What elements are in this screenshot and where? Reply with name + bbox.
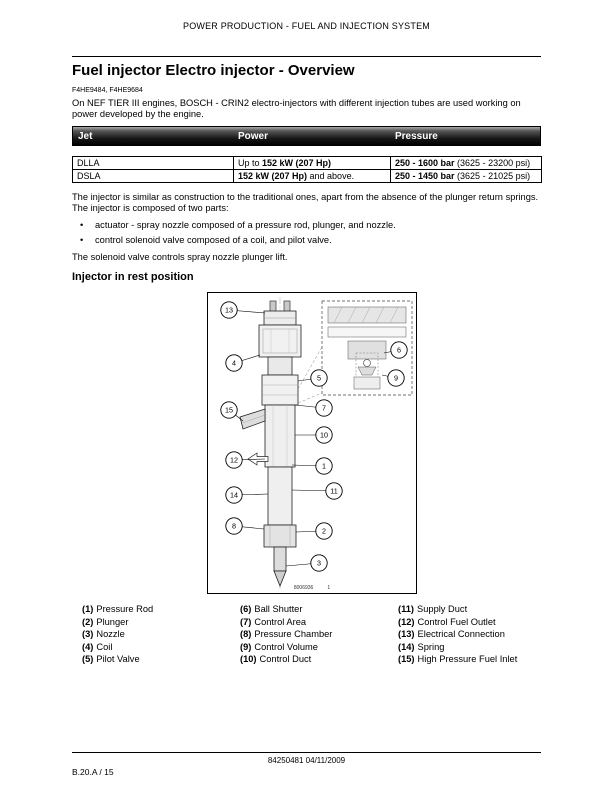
figure-caption: [208, 585, 416, 591]
spec-table-gap: [72, 146, 541, 156]
legend-label: Control Volume: [254, 641, 318, 652]
cell-pressure: [391, 157, 542, 170]
callout-number: 5: [317, 373, 321, 383]
legend-column-3: [388, 603, 541, 666]
legend-item: [82, 653, 230, 666]
construction-paragraph: The injector is similar as construction to the traditional ones, apart from the absence of the plunger return springs. The injector is composed of two parts:: [72, 192, 539, 213]
header-rule: [72, 56, 541, 57]
page-title: Fuel injector Electro injector - Overview: [72, 62, 355, 79]
footer-rule: [72, 752, 541, 753]
spec-header-pressure: Pressure: [395, 130, 438, 142]
legend-label: Pressure Rod: [96, 604, 154, 614]
figure-number: 1: [327, 585, 331, 591]
callout-number: 6: [397, 345, 401, 355]
model-codes: F4HE9484, F4HE9684: [72, 87, 143, 94]
solenoid-paragraph: The solenoid valve controls spray nozzle plunger lift.: [72, 252, 288, 262]
legend-num: (10): [240, 654, 257, 665]
spec-header-jet: Jet: [78, 130, 93, 142]
spec-table-header: [72, 126, 541, 146]
spec-header-power: Power: [238, 130, 269, 142]
legend-column-1: [72, 603, 230, 666]
legend-label: Pressure Chamber: [254, 629, 333, 640]
table-row: [73, 157, 542, 170]
list-item: [80, 235, 540, 245]
legend-item: [398, 628, 541, 641]
legend-label: Coil: [96, 641, 113, 652]
legend-column-2: [230, 603, 388, 666]
callout-number: 10: [320, 430, 328, 440]
injector-diagram: [208, 293, 416, 593]
bullet-text: actuator - spray nozzle composed of a pressure rod, plunger, and nozzle.: [95, 220, 396, 230]
callout-number: 11: [330, 486, 338, 496]
legend-label: Spring: [417, 641, 445, 652]
legend-label: Control Duct: [259, 654, 312, 665]
power-prefix: Up to: [238, 158, 263, 168]
spec-table: [72, 126, 541, 183]
legend-item: [398, 641, 541, 654]
legend-item: [82, 603, 230, 616]
legend-num: (7): [240, 616, 252, 627]
cell-power: [234, 170, 391, 183]
legend-label: Control Area: [254, 616, 307, 627]
legend-label: Ball Shutter: [254, 604, 303, 614]
legend-num: (2): [82, 616, 94, 627]
legend-num: (15): [398, 654, 415, 665]
intro-paragraph: On NEF TIER III engines, BOSCH - CRIN2 electro-injectors with different injection tubes are used working on power developed by the engine.: [72, 98, 521, 119]
legend-num: (8): [240, 629, 252, 640]
bullet-text: control solenoid valve composed of a coil, and pilot valve.: [95, 235, 332, 245]
legend-label: Control Fuel Outlet: [417, 616, 496, 627]
list-item: [80, 220, 540, 230]
legend-num: (3): [82, 629, 94, 640]
injector-figure: [207, 292, 417, 594]
legend-num: (4): [82, 641, 94, 652]
callout-number: 3: [317, 558, 321, 568]
callout-number: 9: [394, 373, 398, 383]
power-value: 152 kW (207 Hp): [262, 158, 332, 168]
callout-number: 12: [230, 455, 238, 465]
legend-num: (1): [82, 604, 94, 614]
legend-item: [240, 603, 388, 616]
bullet-icon: •: [80, 220, 84, 230]
legend-item: [82, 628, 230, 641]
legend-item: [82, 616, 230, 629]
legend-num: (6): [240, 604, 252, 614]
legend-item: [240, 616, 388, 629]
pressure-imperial: (3625 - 23200 psi): [454, 158, 531, 168]
bullet-list: [80, 220, 540, 250]
callout-number: 4: [232, 358, 236, 368]
callout-number: 7: [322, 403, 326, 413]
cell-power: [234, 157, 391, 170]
figure-legend: [72, 603, 541, 666]
callout-number: 13: [225, 305, 233, 315]
legend-item: [398, 616, 541, 629]
legend-item: [398, 603, 541, 616]
table-row: [73, 170, 542, 183]
callout-number: 14: [230, 490, 238, 500]
cell-pressure: [391, 170, 542, 183]
legend-label: Plunger: [96, 616, 129, 627]
legend-label: Electrical Connection: [417, 629, 505, 640]
legend-label: High Pressure Fuel Inlet: [417, 654, 518, 665]
legend-item: [240, 641, 388, 654]
callout-number: 15: [225, 405, 233, 415]
bullet-icon: •: [80, 235, 84, 245]
power-value: 152 kW (207 Hp): [238, 171, 308, 181]
cell-jet: DLLA: [73, 157, 234, 170]
callout-number: 1: [322, 461, 326, 471]
callout-number: 2: [322, 526, 326, 536]
pressure-imperial: (3625 - 21025 psi): [454, 171, 531, 181]
power-suffix: and above.: [307, 171, 355, 181]
footer-doc-code: 84250481 04/11/2009: [267, 756, 346, 765]
legend-num: (11): [398, 604, 415, 614]
footer-page-ref: B.20.A / 15: [72, 767, 114, 777]
legend-num: (14): [398, 641, 415, 652]
section-heading: Injector in rest position: [72, 271, 194, 283]
legend-item: [240, 628, 388, 641]
callout-number: 8: [232, 521, 236, 531]
legend-num: (12): [398, 616, 415, 627]
legend-num: (5): [82, 654, 94, 665]
pressure-value: 250 - 1450 bar: [395, 171, 455, 181]
legend-label: Pilot Valve: [96, 654, 140, 665]
legend-label: Supply Duct: [417, 604, 468, 614]
legend-num: (13): [398, 629, 415, 640]
running-header: POWER PRODUCTION - FUEL AND INJECTION SYSTEM: [183, 21, 430, 31]
spec-table-rows: [72, 156, 542, 183]
pressure-value: 250 - 1600 bar: [395, 158, 455, 168]
legend-item: [82, 641, 230, 654]
legend-item: [398, 653, 541, 666]
cell-jet: DSLA: [73, 170, 234, 183]
figure-code: 8006936: [293, 585, 314, 591]
legend-num: (9): [240, 641, 252, 652]
legend-item: [240, 653, 388, 666]
legend-label: Nozzle: [96, 629, 125, 640]
